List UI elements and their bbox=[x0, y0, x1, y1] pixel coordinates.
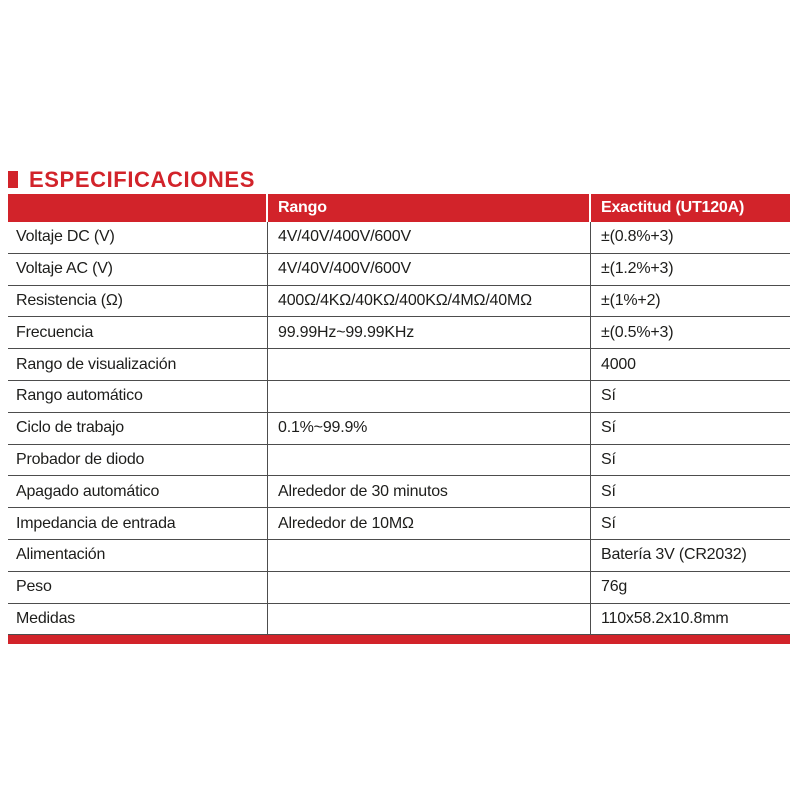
spec-param: Alimentación bbox=[8, 540, 268, 571]
table-row bbox=[8, 540, 790, 572]
spec-param: Probador de diodo bbox=[8, 445, 268, 476]
spec-range bbox=[268, 604, 591, 635]
spec-range: 0.1%~99.9% bbox=[268, 413, 591, 444]
spec-range: 99.99Hz~99.99KHz bbox=[268, 317, 591, 348]
spec-param: Peso bbox=[8, 572, 268, 603]
spec-range bbox=[268, 381, 591, 412]
spec-accuracy: Sí bbox=[601, 450, 616, 468]
table-row bbox=[8, 286, 790, 318]
page-title: ESPECIFICACIONES bbox=[29, 167, 255, 192]
table-row bbox=[8, 222, 790, 254]
spec-accuracy: ±(1%+2) bbox=[601, 291, 661, 309]
table-row bbox=[8, 604, 790, 636]
spec-accuracy: Sí bbox=[601, 482, 616, 500]
table-bottom-accent-bar bbox=[8, 635, 790, 644]
spec-param: Frecuencia bbox=[8, 317, 268, 348]
spec-accuracy: 4000 bbox=[601, 355, 636, 373]
spec-param: Impedancia de entrada bbox=[8, 508, 268, 539]
spec-range: 4V/40V/400V/600V bbox=[268, 222, 591, 253]
spec-range: 4V/40V/400V/600V bbox=[268, 254, 591, 285]
table-row bbox=[8, 349, 790, 381]
table-row bbox=[8, 445, 790, 477]
spec-accuracy: Sí bbox=[601, 514, 616, 532]
spec-accuracy: 76g bbox=[601, 578, 628, 596]
section-title-row bbox=[8, 168, 255, 191]
table-row bbox=[8, 317, 790, 349]
spec-param: Ciclo de trabajo bbox=[8, 413, 268, 444]
table-row bbox=[8, 413, 790, 445]
table-row bbox=[8, 476, 790, 508]
spec-range: Alrededor de 30 minutos bbox=[268, 476, 591, 507]
spec-param: Resistencia (Ω) bbox=[8, 286, 268, 317]
table-row bbox=[8, 508, 790, 540]
spec-accuracy: Sí bbox=[601, 387, 616, 405]
spec-range bbox=[268, 540, 591, 571]
spec-range bbox=[268, 572, 591, 603]
header-cell-accuracy: Exactitud (UT120A) bbox=[601, 199, 745, 216]
specifications-table bbox=[8, 194, 790, 644]
spec-range: 400Ω/4KΩ/40KΩ/400KΩ/4MΩ/40MΩ bbox=[268, 286, 591, 317]
spec-accuracy: ±(0.5%+3) bbox=[601, 323, 674, 341]
spec-accuracy: 110x58.2x10.8mm bbox=[601, 609, 729, 627]
spec-param: Apagado automático bbox=[8, 476, 268, 507]
spec-accuracy: ±(1.2%+3) bbox=[601, 260, 674, 278]
spec-param: Rango de visualización bbox=[8, 349, 268, 380]
spec-range bbox=[268, 445, 591, 476]
spec-param: Rango automático bbox=[8, 381, 268, 412]
table-row bbox=[8, 572, 790, 604]
spec-param: Voltaje DC (V) bbox=[8, 222, 268, 253]
spec-param: Medidas bbox=[8, 604, 268, 635]
table-header-row bbox=[8, 194, 790, 222]
header-cell-parameter bbox=[8, 194, 268, 222]
spec-param: Voltaje AC (V) bbox=[8, 254, 268, 285]
spec-range: Alrededor de 10MΩ bbox=[268, 508, 591, 539]
spec-accuracy: Batería 3V (CR2032) bbox=[601, 546, 747, 564]
table-row bbox=[8, 381, 790, 413]
spec-accuracy: Sí bbox=[601, 419, 616, 437]
header-cell-range: Rango bbox=[268, 194, 591, 222]
red-square-icon bbox=[8, 171, 18, 188]
table-row bbox=[8, 254, 790, 286]
spec-range bbox=[268, 349, 591, 380]
spec-accuracy: ±(0.8%+3) bbox=[601, 228, 674, 246]
